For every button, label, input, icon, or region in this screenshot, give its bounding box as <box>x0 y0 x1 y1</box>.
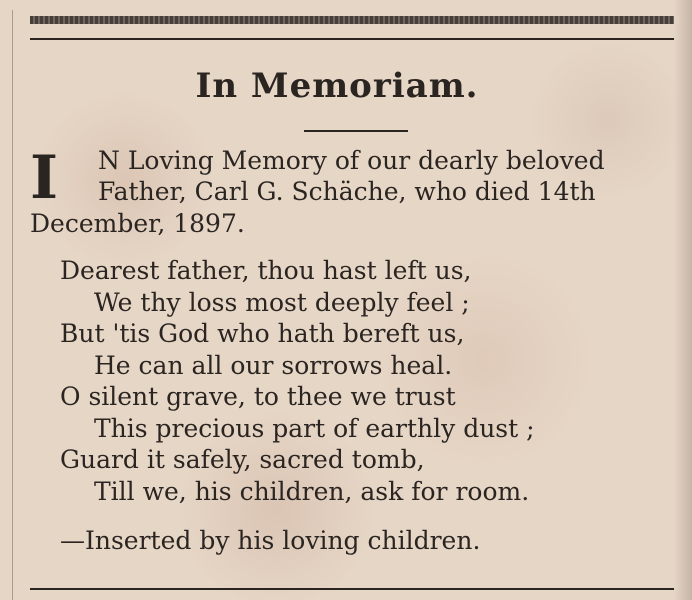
memoriam-heading: In Memoriam. <box>195 66 479 106</box>
poem-line: This precious part of earthly dust ; <box>94 413 535 443</box>
poem-line: Guard it safely, sacred tomb, <box>60 445 425 474</box>
poem-line: We thy loss most deeply feel ; <box>94 287 470 317</box>
poem-line: Dearest father, thou hast left us, <box>60 256 472 285</box>
poem <box>60 255 535 507</box>
intro-line: N Loving Memory of our dearly beloved <box>98 146 605 175</box>
bottom-rule <box>30 588 674 590</box>
top-rule <box>30 38 674 40</box>
heading-divider <box>304 130 408 132</box>
signoff-line: —Inserted by his loving children. <box>60 526 481 555</box>
poem-line: But 'tis God who hath bereft us, <box>60 319 465 348</box>
poem-line: He can all our sorrows heal. <box>94 350 453 380</box>
drop-cap: I <box>30 143 59 213</box>
top-ornamental-rule <box>30 16 674 24</box>
poem-line: O silent grave, to thee we trust <box>60 382 456 411</box>
paper-edge-shadow <box>674 0 692 600</box>
intro-line: Father, Carl G. Schäche, who died 14th <box>98 177 596 206</box>
poem-line: Till we, his children, ask for room. <box>94 476 530 506</box>
intro-line: December, 1897. <box>30 209 245 238</box>
